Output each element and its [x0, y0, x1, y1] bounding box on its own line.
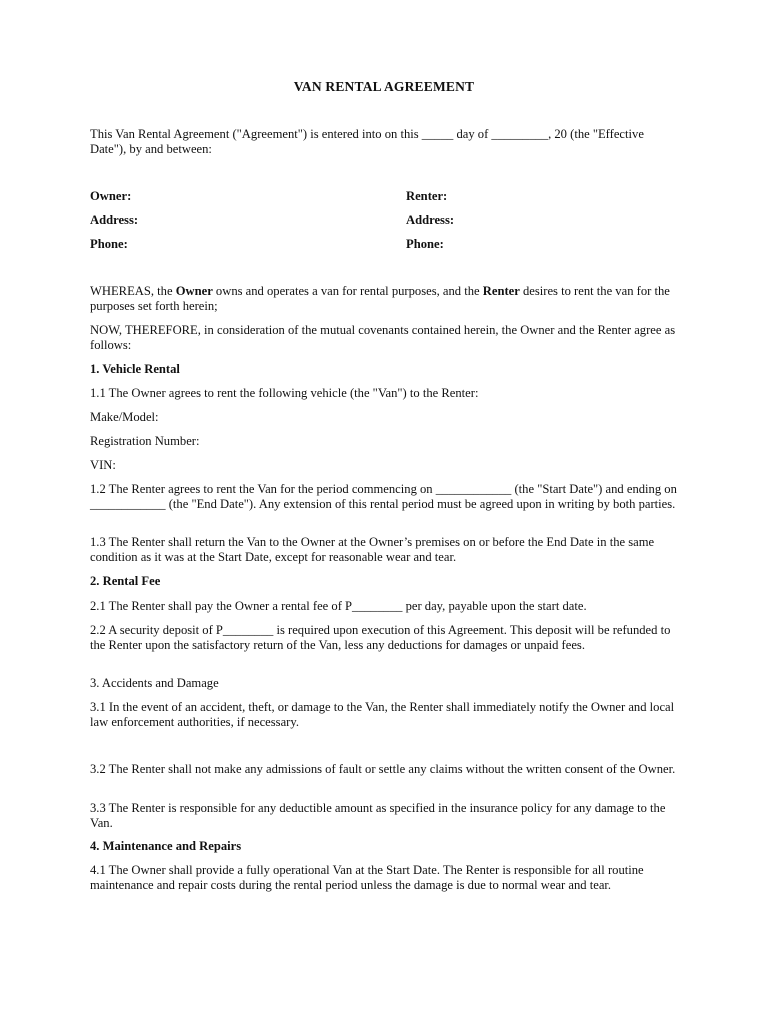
renter-address-label: Address:	[406, 213, 455, 227]
clause-3-1: 3.1 In the event of an accident, theft, or damage to the Van, the Renter shall immediately notify the Owner and local law enforcement authorities, if necessary.	[90, 700, 675, 729]
owner-phone-label: Phone:	[90, 237, 128, 251]
vin-label: VIN:	[90, 458, 116, 472]
whereas-paragraph	[90, 284, 682, 314]
renter-phone-label: Phone:	[406, 237, 444, 251]
whereas-renter-word: Renter	[482, 284, 520, 298]
section-2-heading: 2. Rental Fee	[90, 574, 161, 588]
document-title: VAN RENTAL AGREEMENT	[293, 79, 475, 94]
whereas-owner-word: Owner	[175, 284, 213, 298]
owner-address-label: Address:	[90, 213, 139, 227]
whereas-text-2: owns and operates a van for rental purposes, and the	[212, 284, 483, 298]
section-1-heading: 1. Vehicle Rental	[90, 362, 180, 376]
registration-number-label: Registration Number:	[90, 434, 200, 448]
whereas-text-3: desires to rent the van for the purposes set forth herein;	[90, 284, 670, 313]
clause-1-1: 1.1 The Owner agrees to rent the following vehicle (the "Van") to the Renter:	[90, 386, 479, 400]
clause-2-1: 2.1 The Renter shall pay the Owner a rental fee of P________ per day, payable upon the start date.	[90, 599, 587, 613]
clause-4-1: 4.1 The Owner shall provide a fully operational Van at the Start Date. The Renter is responsible for all routine maintenance and repair costs during the rental period unless the damage is due to normal wear and tear.	[90, 863, 644, 892]
renter-label: Renter:	[406, 189, 448, 203]
make-model-label: Make/Model:	[90, 410, 159, 424]
clause-1-2: 1.2 The Renter agrees to rent the Van for the period commencing on ____________ (the "Start Date") and ending on ____________ (the "End Date"). Any extension of this rental period must be agreed upon in writing by both parties.	[90, 482, 677, 511]
clause-1-3: 1.3 The Renter shall return the Van to the Owner at the Owner’s premises on or before the End Date in the same condition as it was at the Start Date, except for reasonable wear and tear.	[90, 535, 655, 564]
clause-3-2: 3.2 The Renter shall not make any admissions of fault or settle any claims without the written consent of the Owner.	[90, 762, 676, 776]
intro-paragraph: This Van Rental Agreement ("Agreement") is entered into on this _____ day of _________, 20 (the "Effective Date"), by and between:	[90, 127, 644, 156]
clause-3-3: 3.3 The Renter is responsible for any deductible amount as specified in the insurance policy for any damage to the Van.	[90, 801, 666, 830]
clause-2-2: 2.2 A security deposit of P________ is required upon execution of this Agreement. This deposit will be refunded to the Renter upon the satisfactory return of the Van, less any deductions for damages or unpaid fees.	[90, 623, 671, 652]
whereas-text-1: WHEREAS, the	[90, 284, 176, 298]
now-therefore-paragraph: NOW, THEREFORE, in consideration of the mutual covenants contained herein, the Owner and the Renter agree as follows:	[90, 323, 676, 352]
section-3-heading: 3. Accidents and Damage	[90, 676, 219, 690]
section-4-heading: 4. Maintenance and Repairs	[90, 839, 242, 853]
owner-label: Owner:	[90, 189, 132, 203]
